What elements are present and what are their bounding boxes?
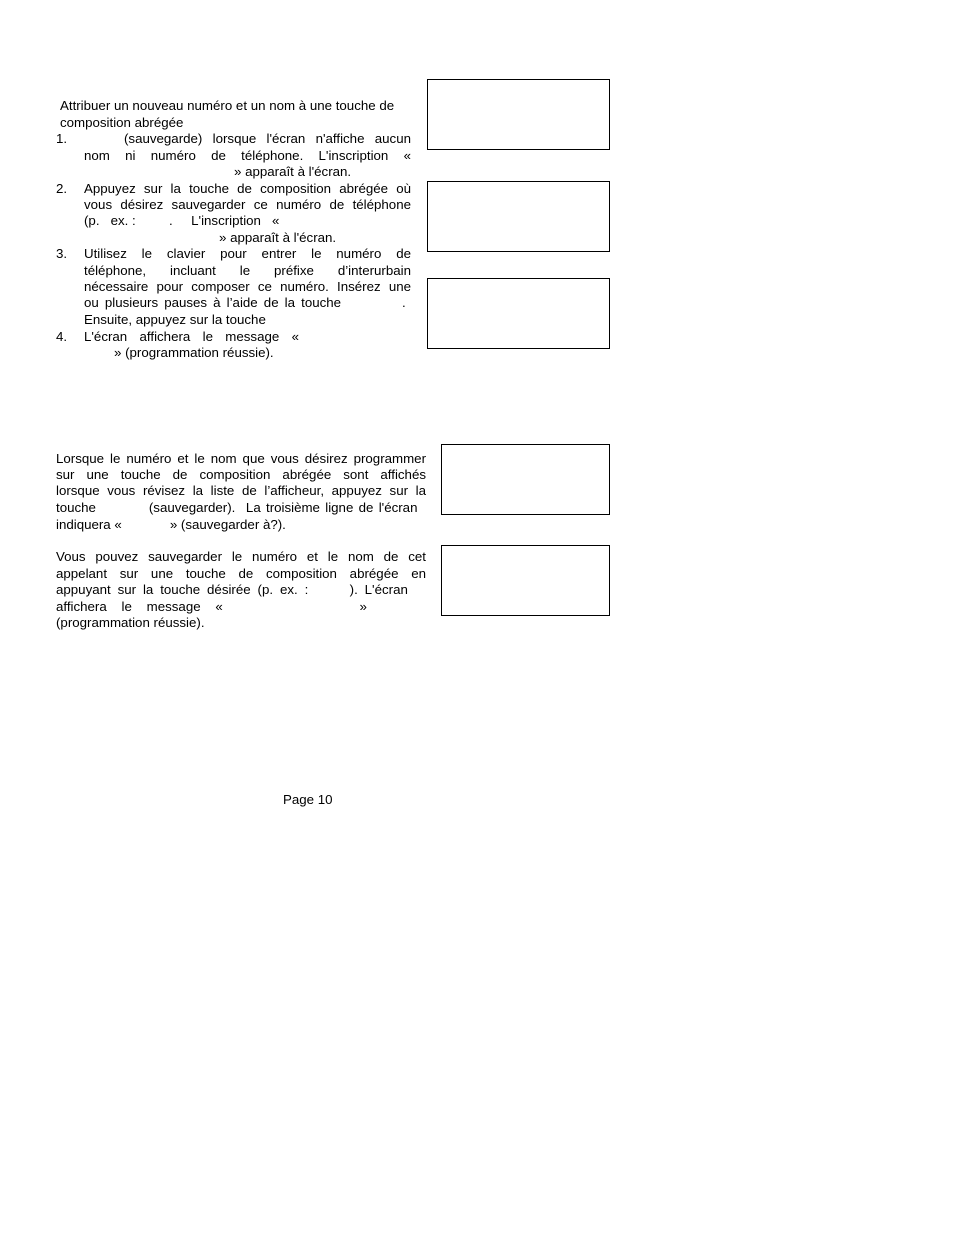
step-number: 1. [56, 131, 68, 146]
paragraph-line: Vous pouvez sauvegarder le numéro et le nom de cet [56, 549, 426, 564]
step-text-line: (p. ex. : . L'inscription « [84, 213, 280, 228]
paragraph-line: Lorsque le numéro et le nom que vous désirez programmer [56, 451, 426, 466]
paragraph-line: (programmation réussie). [56, 615, 205, 630]
page-number: Page 10 [283, 792, 333, 807]
step-number: 2. [56, 181, 68, 196]
paragraph-line: indiquera « » (sauvegarder à?). [56, 517, 286, 532]
lcd-display-box-4 [441, 444, 610, 515]
step-text-line: Utilisez le clavier pour entrer le numéro de [84, 246, 411, 261]
step-text-line: » apparaît à l'écran. [234, 164, 352, 179]
paragraph-line: appuyant sur la touche désirée (p. ex. : ). L'écran [56, 582, 408, 597]
step-text-line: ou plusieurs pauses à l’aide de la touche . [84, 295, 406, 310]
step-number: 3. [56, 246, 68, 261]
paragraph-line: appelant sur une touche de composition abrégée en [56, 566, 426, 581]
lcd-display-box-2 [427, 181, 610, 252]
lcd-display-box-1 [427, 79, 610, 150]
step-text-line: » (programmation réussie). [114, 345, 274, 360]
step-text-line: vous désirez sauvegarder ce numéro de téléphone [84, 197, 411, 212]
paragraph-line: affichera le message « » [56, 599, 367, 614]
step-text-line: (sauvegarde) lorsque l'écran n'affiche aucun [124, 131, 411, 146]
step-text-line: Ensuite, appuyez sur la touche [84, 312, 266, 327]
step-number: 4. [56, 329, 68, 344]
lcd-display-box-3 [427, 278, 610, 349]
step-text-line: nécessaire pour composer ce numéro. Insérez une [84, 279, 411, 294]
section-heading-line-1: Attribuer un nouveau numéro et un nom à une touche de [60, 98, 395, 113]
step-text-line: L'écran affichera le message « [84, 329, 299, 344]
section-heading-line-2: composition abrégée [60, 115, 184, 130]
step-text-line: » apparaît à l'écran. [219, 230, 337, 245]
step-text-line: téléphone, incluant le préfixe d’interurbain [84, 263, 411, 278]
paragraph-line: lorsque vous révisez la liste de l’afficheur, appuyez sur la [56, 483, 426, 498]
step-text-line: Appuyez sur la touche de composition abrégée où [84, 181, 411, 196]
step-text-line: nom ni numéro de téléphone. L'inscription « [84, 148, 411, 163]
paragraph-line: sur une touche de composition abrégée sont affichés [56, 467, 426, 482]
lcd-display-box-5 [441, 545, 610, 616]
paragraph-line: touche (sauvegarder). La troisième ligne de l'écran [56, 500, 418, 515]
